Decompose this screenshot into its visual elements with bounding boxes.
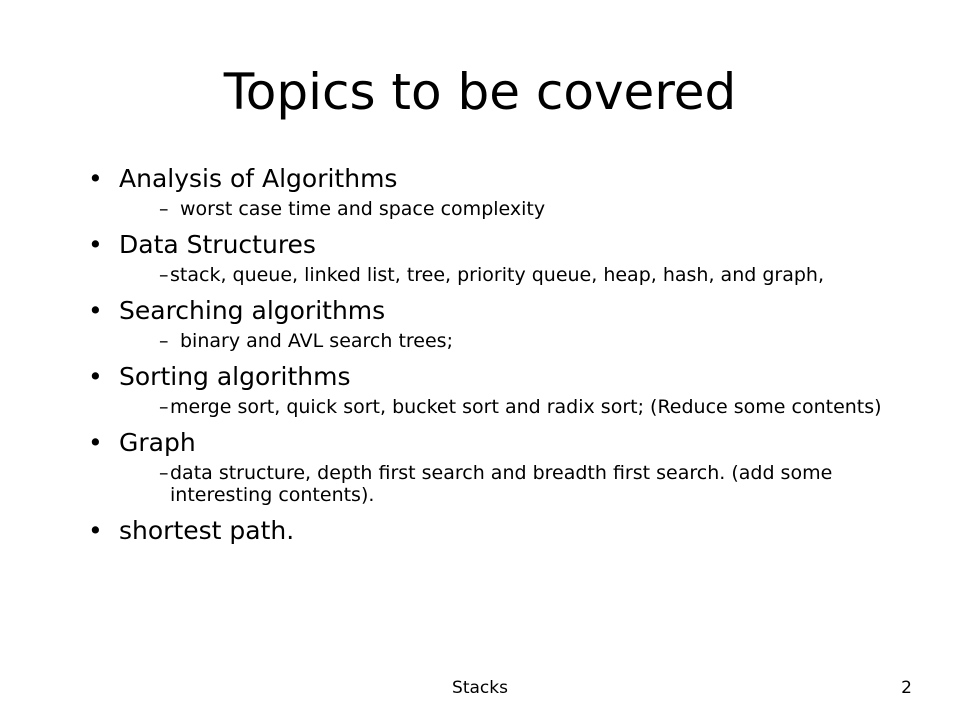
bullet-text: Analysis of Algorithms xyxy=(119,164,398,193)
bullet-text: Searching algorithms xyxy=(119,296,386,325)
dash-icon: – xyxy=(159,462,169,484)
bullet-text: Sorting algorithms xyxy=(119,362,351,391)
dash-icon: – xyxy=(159,396,169,418)
bullet-item-shortest-path xyxy=(88,514,908,548)
slide-title: Topics to be covered xyxy=(223,63,737,121)
dash-icon: – xyxy=(159,264,169,286)
sub-list xyxy=(119,198,908,220)
bullet-icon: • xyxy=(88,428,103,457)
dash-icon: – xyxy=(159,198,169,220)
sub-text: worst case time and space complexity xyxy=(180,198,546,220)
sub-list xyxy=(119,330,908,352)
bullet-icon: • xyxy=(88,296,103,325)
sub-text: stack, queue, linked list, tree, priority queue, heap, hash, and graph, xyxy=(170,264,824,286)
bullet-item-data-structures xyxy=(88,228,908,286)
sub-item xyxy=(129,264,908,286)
bullet-list xyxy=(88,162,908,554)
sub-item xyxy=(129,330,908,352)
sub-item xyxy=(129,198,908,220)
bullet-item-sorting xyxy=(88,360,908,418)
bullet-text: Data Structures xyxy=(119,230,316,259)
bullet-icon: • xyxy=(88,230,103,259)
bullet-icon: • xyxy=(88,516,103,545)
sub-item xyxy=(129,396,908,418)
bullet-item-analysis xyxy=(88,162,908,220)
bullet-text: Graph xyxy=(119,428,196,457)
sub-list xyxy=(119,462,908,506)
bullet-text: shortest path. xyxy=(119,516,295,545)
sub-text: data structure, depth first search and breadth first search. (add some interesting contents). xyxy=(170,462,833,506)
bullet-item-graph xyxy=(88,426,908,506)
sub-list xyxy=(119,396,908,418)
dash-icon: – xyxy=(159,330,169,352)
sub-item xyxy=(129,462,908,506)
page-number: 2 xyxy=(901,678,912,698)
sub-text: merge sort, quick sort, bucket sort and radix sort; (Reduce some contents) xyxy=(170,396,882,418)
bullet-icon: • xyxy=(88,164,103,193)
footer-label: Stacks xyxy=(452,678,508,698)
bullet-icon: • xyxy=(88,362,103,391)
sub-text: binary and AVL search trees; xyxy=(180,330,453,352)
bullet-item-searching xyxy=(88,294,908,352)
sub-list xyxy=(119,264,908,286)
